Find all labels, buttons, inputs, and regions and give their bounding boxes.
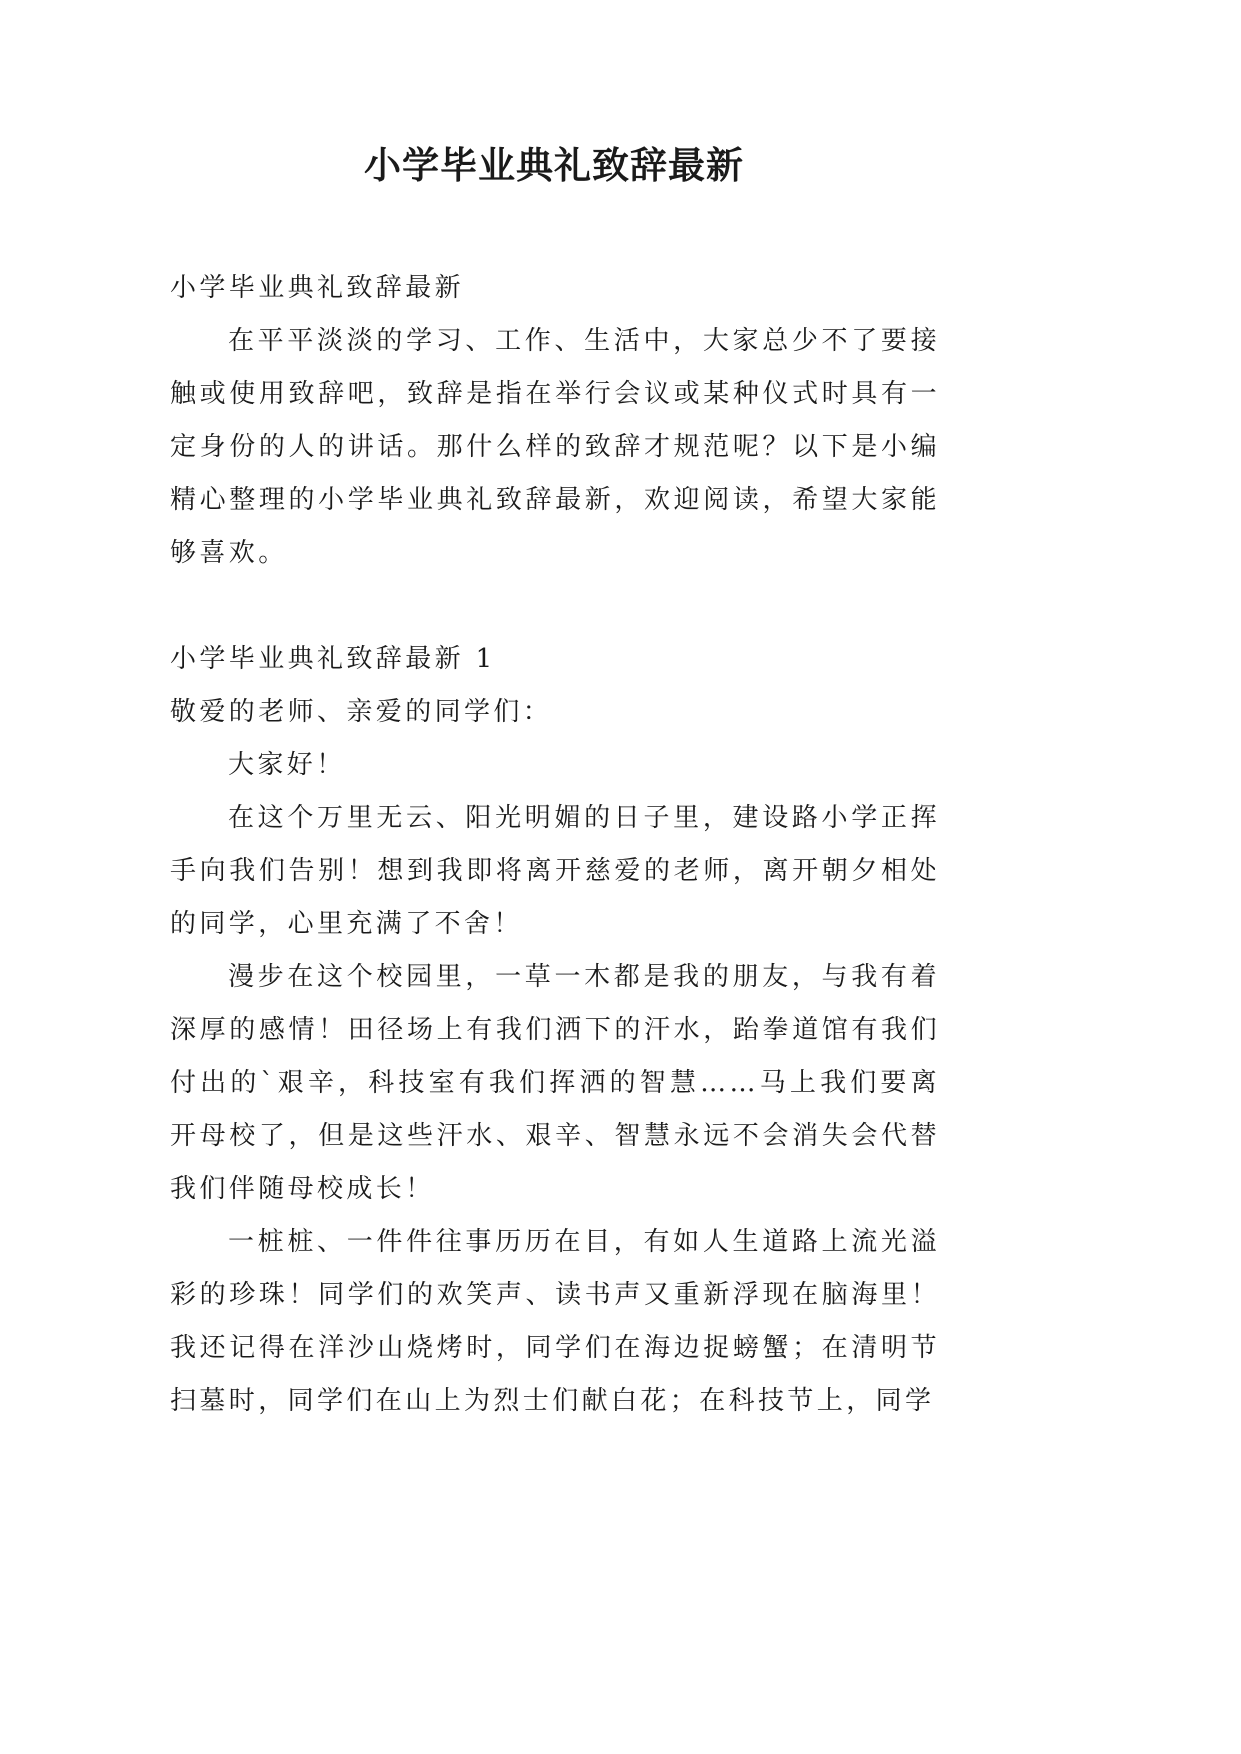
document-body: [170, 262, 940, 1428]
salutation: 敬爱的老师、亲爱的同学们：: [170, 697, 553, 727]
subtitle: 小学毕业典礼致辞最新: [170, 273, 465, 303]
paragraph-campus: 漫步在这个校园里，一草一木都是我的朋友，与我有着深厚的感情！田径场上有我们洒下的汗水，跆拳道馆有我们付出的`艰辛，科技室有我们挥洒的智慧……马上我们要离开母校了，但是这些汗水、艰辛、智慧永远不会消失会代替我们伴随母校成长！: [170, 962, 940, 1204]
paragraph-memories: 一桩桩、一件件往事历历在目，有如人生道路上流光溢彩的珍珠！同学们的欢笑声、读书声又重新浮现在脑海里！我还记得在洋沙山烧烤时，同学们在海边捉螃蟹；在清明节扫墓时，同学们在山上为烈士们献白花；在科技节上，同学: [170, 1227, 940, 1416]
section-heading: 小学毕业典礼致辞最新 1: [170, 644, 496, 674]
paragraph-farewell: 在这个万里无云、阳光明媚的日子里，建设路小学正挥手向我们告别！想到我即将离开慈爱的老师，离开朝夕相处的同学，心里充满了不舍！: [170, 803, 940, 939]
document-title: 小学毕业典礼致辞最新: [364, 144, 744, 187]
intro-paragraph: 在平平淡淡的学习、工作、生活中，大家总少不了要接触或使用致辞吧，致辞是指在举行会议或某种仪式时具有一定身份的人的讲话。那什么样的致辞才规范呢？以下是小编精心整理的小学毕业典礼致辞最新，欢迎阅读，希望大家能够喜欢。: [170, 326, 940, 568]
paragraph-greeting: 大家好！: [228, 750, 346, 780]
section-spacer: [170, 580, 940, 633]
